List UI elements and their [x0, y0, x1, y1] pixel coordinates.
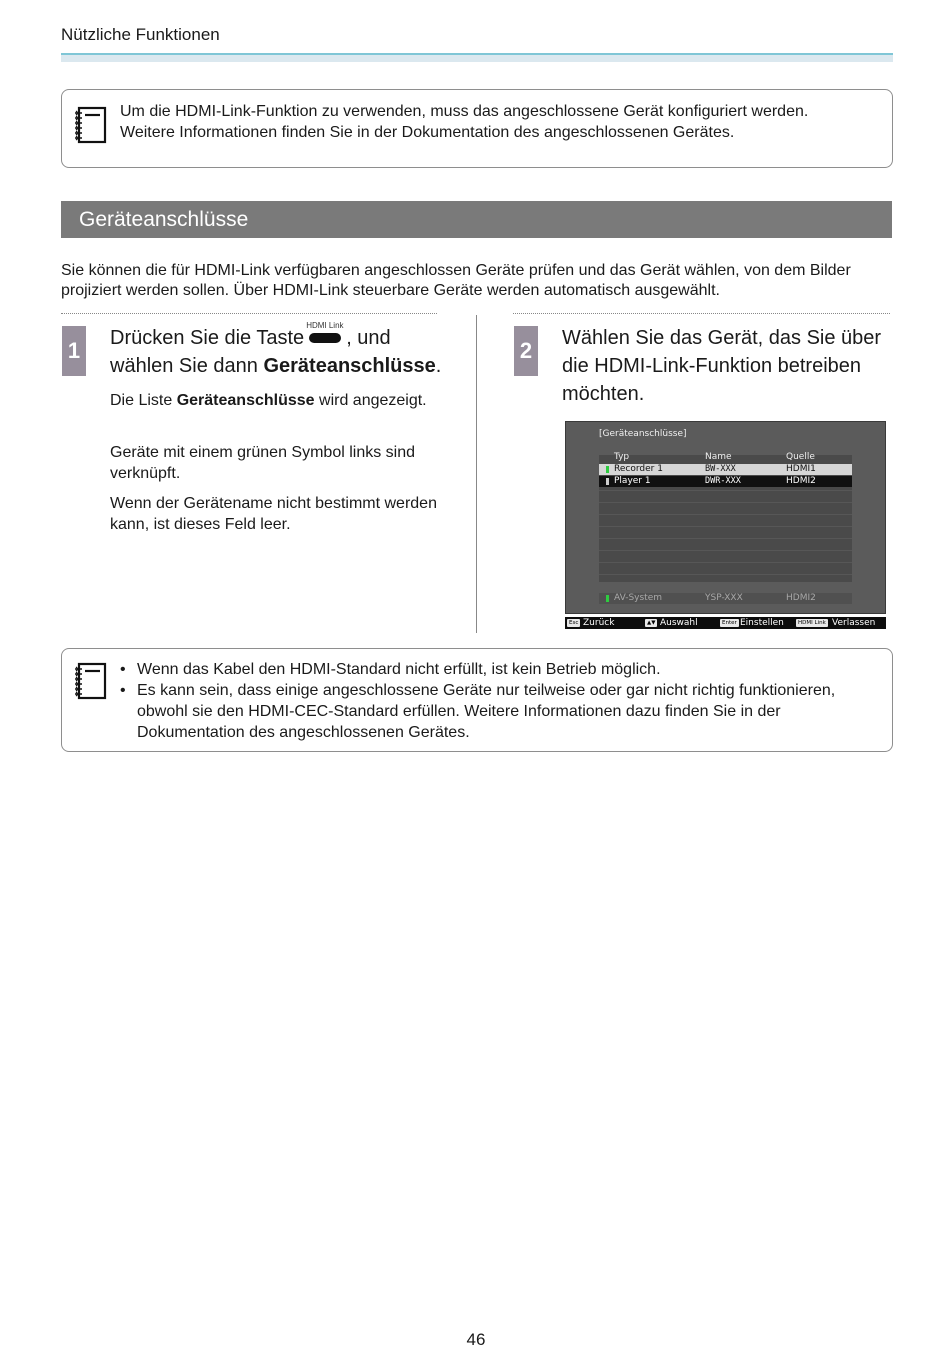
notebook-icon: [72, 662, 108, 702]
list-item: • Es kann sein, dass einige angeschlossene Geräte nur teilweise oder gar nicht richtig funktionieren, obwohl sie den HDMI-CEC-Standard erfüllen. Weitere Informationen dazu finden Sie in der Dokumentation des angeschlossenen Gerätes.: [120, 680, 885, 743]
list-item: • Wenn das Kabel den HDMI-Standard nicht erfüllt, ist kein Betrieb möglich.: [120, 659, 885, 680]
step2-heading: Wählen Sie das Gerät, das Sie über die HDMI-Link-Funktion betreiben möchten.: [562, 327, 882, 405]
hdmi-link-key-icon: HDMI Link: [798, 620, 826, 626]
section-header-bar: [61, 201, 892, 238]
step1-p1-post: wird angezeigt.: [314, 392, 427, 409]
page-number: 46: [466, 1330, 486, 1349]
step-number-1: 1: [62, 326, 86, 376]
dotted-divider-right: [513, 313, 890, 314]
set-label: Einstellen: [740, 618, 784, 628]
row-name: BW-XXX: [705, 464, 736, 474]
enter-key-icon: Enter: [722, 620, 737, 626]
linked-status-icon: [606, 466, 609, 473]
header-title: Nützliche Funktionen: [61, 25, 220, 44]
hdmi-key-label: HDMI Link: [306, 321, 344, 330]
step1-p1-bold: Geräteanschlüsse: [176, 392, 315, 409]
screen-button-bar: [565, 617, 886, 629]
row-source: HDMI2: [786, 476, 816, 486]
table-row[interactable]: [599, 476, 852, 487]
step1-head-mid: , und wählen Sie dann: [110, 327, 391, 377]
step1-paragraph-1: [110, 390, 455, 411]
note-box-hdmi-config: [61, 89, 893, 168]
step1-p1-pre: Die Liste: [110, 392, 177, 409]
step1-head-bold: Geräteanschlüsse: [263, 355, 436, 377]
step1-head-pre: Drücken Sie die Taste: [110, 327, 305, 349]
step1-paragraph-2: Geräte mit einem grünen Symbol links sind verknüpft.: [110, 444, 416, 482]
av-source: HDMI2: [786, 593, 816, 603]
back-label: Zurück: [583, 618, 615, 628]
av-name: YSP-XXX: [705, 593, 743, 603]
hdmi-link-key-icon: [306, 321, 344, 347]
column-header-name: Name: [705, 452, 732, 462]
row-type: Recorder 1: [614, 464, 663, 474]
section-intro: Sie können die für HDMI-Link verfügbaren angeschlossen Geräte prüfen und das Gerät wählen, von dem Bilder projiziert werden sollen. Über HDMI-Link steuerbare Geräte werden automatisch ausgewählt.: [61, 262, 851, 299]
exit-label: Verlassen: [832, 618, 876, 628]
esc-key-icon: Esc: [569, 620, 579, 626]
section-title: Geräteanschlüsse: [79, 208, 249, 231]
column-header-source: Quelle: [786, 452, 815, 462]
row-name: DWR-XXX: [705, 476, 741, 486]
device-connections-screen: [565, 421, 886, 614]
av-type: AV-System: [614, 593, 663, 603]
device-status-icon: [606, 478, 609, 485]
select-label: Auswahl: [660, 618, 698, 628]
note-text-line2: Weitere Informationen finden Sie in der Dokumentation des angeschlossenen Gerätes.: [120, 124, 735, 141]
column-divider: [476, 315, 477, 633]
dotted-divider-left: [61, 313, 437, 314]
note-text-line1: Um die HDMI-Link-Funktion zu verwenden, muss das angeschlossene Gerät konfiguriert werden.: [120, 103, 809, 120]
header-rule: [61, 53, 893, 62]
step-number-2: 2: [514, 326, 538, 376]
note-list: [120, 659, 885, 743]
step1-paragraph-3: Wenn der Gerätename nicht bestimmt werden kann, ist dieses Feld leer.: [110, 495, 437, 533]
notebook-icon: [72, 106, 108, 146]
linked-status-icon: [606, 595, 609, 602]
row-source: HDMI1: [786, 464, 816, 474]
column-header-type: Typ: [614, 452, 630, 462]
step1-heading: [110, 321, 450, 380]
screen-title: [Geräteanschlüsse]: [599, 429, 687, 439]
row-type: Player 1: [614, 476, 651, 486]
av-system-row: [599, 593, 852, 604]
note-box-hdmi-standard: [61, 648, 893, 752]
arrow-keys-icon: ▲▼: [647, 620, 656, 626]
table-row[interactable]: [599, 464, 852, 475]
step1-head-post: .: [435, 355, 442, 377]
note-text: [120, 101, 880, 143]
